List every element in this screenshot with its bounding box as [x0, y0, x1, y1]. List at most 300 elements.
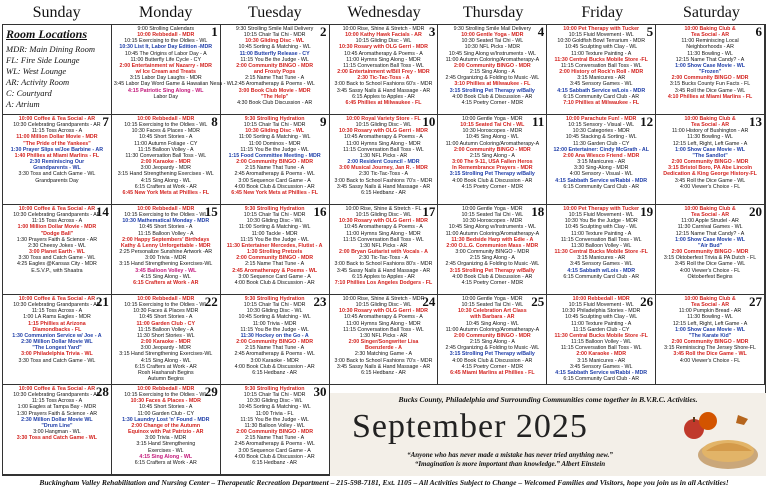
apple-pie-icon [680, 407, 760, 473]
activity-line: Equinox with Pat Patrizio - AR [128, 429, 204, 436]
activity-line: 3:45 Sassy Nails & Hand Massage - AR [336, 183, 431, 190]
activity-line: 3:15 Strolling Pet Therapy w/Bally [449, 171, 535, 178]
activity-line: 11:00 Trivia - MDR [252, 320, 297, 327]
day-cell [221, 205, 330, 295]
activity-line: 4:15 Patriotic Sing Along - WL [128, 87, 204, 94]
activity-line: 1:00 Show Case Movie - WL [675, 326, 745, 333]
activity-line: 1:30 Strolling Pretzels [246, 249, 303, 256]
weekday-saturday: Saturday [682, 4, 740, 21]
activity-line: 4:15 Poetry Corner - MDR [461, 279, 524, 286]
activity-line: 10:15 Gliding Disc - WL [355, 38, 412, 45]
activity-line: 10:30 Gliding Disc - WL [246, 308, 303, 315]
activity-line: 3:15 Manicures - AR [577, 357, 626, 364]
quote-line-1: “Anyone who has never made a mistake has never tried anything new.” [407, 451, 613, 459]
activity-line: 4:15 Sing Along - WL [139, 453, 193, 460]
day-number: 2 [320, 24, 327, 39]
activity-line: Rosh Hashanah Begins [137, 369, 194, 376]
activity-line: 3:00 Book Club Movie - MDR [238, 87, 311, 94]
activity-line: 2:00 Community BINGO - MDR [236, 255, 314, 262]
activity-line: 10:45 Aromatherapy & Poems - A [344, 224, 423, 231]
activity-line: 11:15 Conversation Ball Toss - WL [560, 62, 642, 69]
activity-line: 6:15 Hedbanz - AR [252, 459, 297, 466]
activity-line: 10:30 NFL Picks - MDR [464, 44, 521, 51]
activity-line: 2:15 Name That Tune - A [245, 75, 305, 82]
activity-line: 6:15 Hedbanz - AR [361, 369, 406, 376]
activity-line: 4:15 Poetry Corner - MDR [461, 99, 524, 106]
activity-line: 2:15 Name That Tune - A [245, 165, 305, 172]
activity-line: 1:40 Phillies at Miami Marlins - FL [14, 152, 100, 159]
activity-line: 3:00 The 9-11, USA Fallen Heros [452, 159, 533, 166]
activity-line: "The Sandlot" [692, 152, 728, 159]
activity-line: 3:00 Jeopardy - MDR [140, 345, 191, 352]
activity-line: 3:00 Musical Journey, Jan R. - MDR [339, 165, 428, 172]
activity-line: 11:00 Hymns Sing Along - MDR [346, 56, 421, 63]
activity-line: "The Longest Yard" [32, 345, 82, 352]
activity-line: 10:15 Exercising to the Oldies - WL [124, 392, 208, 399]
activity-line: 2:00 O.L.G. Communion Mass - MDR [446, 242, 539, 249]
activity-line: 10:30 Rosary with OLG Gerri - MDR [339, 44, 428, 51]
activity-line: 10:00 Baking Club & [684, 26, 736, 32]
weekday-tuesday: Tuesday [248, 4, 302, 21]
activity-line: 3:45 Roll the Dice Game - WL [673, 351, 747, 358]
activity-line: 2:15 Sing Along - A [469, 69, 515, 76]
activity-line: 10:15 Seated Tai Chi - WL [461, 302, 524, 309]
activity-line: 10:15 Gliding Disc - WL [355, 302, 412, 309]
activity-line: 10:00 Baking Club & [684, 296, 736, 302]
activity-line: 10:00 Rebbedall - MDR [137, 386, 195, 392]
activity-line: 11:15 Balloon Volley - A [137, 146, 194, 153]
activity-line: 2:00 Bryan Guitarist with Vocals - A [339, 249, 428, 256]
activity-line: 11:00 Reminiscing Local [681, 38, 739, 45]
activity-line: 11:00 Dominos - MDR [248, 140, 301, 147]
activity-line: 10:45 Short Stories - A [139, 224, 193, 231]
activity-line: w/ Ice Cream and Treats [135, 69, 196, 76]
activity-line: 11:00 Sorting & Matching - WL [238, 134, 311, 141]
activity-line: 2:45 Aromatherapy & Poems - WL [234, 441, 315, 448]
activity-line: 2:15 Sing Along - A [469, 255, 515, 262]
day-number: 11 [531, 114, 545, 129]
activity-line: 4:30 Book Club Discussion - AR [237, 99, 313, 106]
activity-line: 6:15 Crafters at Work - AR [134, 459, 197, 466]
activity-line: 1:15 Food Committee Meeting - MDR [228, 152, 321, 159]
activity-line: 11:00 Texture Painting - A [571, 320, 632, 327]
activity-line: 3:30 Toss and Catch Game - WL [16, 435, 98, 442]
activity-line: 10:15 Chair Tai Chi - MDR [243, 32, 306, 39]
activity-line: 11:00 Autumn Coloring/Aromatherapy-A [445, 326, 540, 333]
day-cell [3, 385, 112, 475]
day-number: 4 [537, 24, 545, 39]
activity-line: 2:30 Tic-Tac-Toss - A [358, 255, 409, 262]
day-number: 24 [422, 294, 436, 309]
activity-line: 1:30 Laundry Lost 'n' Found - MDR [122, 416, 210, 423]
day-cell [221, 115, 330, 205]
activity-line: 10:15 Exercising to the Oldies - WL [124, 212, 208, 219]
activity-line: 2:00 Resident Council - MDR [347, 159, 420, 166]
activity-line: 2:15 Sing Along - A [469, 152, 515, 159]
activity-line: 11:00 Tackle - MDR [251, 230, 298, 237]
activity-line: 1:00 Million Dollar Movie - MDR [17, 224, 97, 231]
day-cell [221, 25, 330, 115]
activity-line: 4:15 Sabbath Service w/Lois - MDR [557, 87, 646, 94]
activity-line: 3:15 Manicures - AR [577, 255, 626, 262]
activity-line: 12:15 Name That Candy? - A [675, 56, 745, 63]
activity-line: 11:15 Toss Across - A [31, 128, 83, 135]
day-number: 23 [313, 294, 327, 309]
banner-tagline: Bucks County, Philadelphia and Surrounding Communities come together in B.V.R.C. Activities. [398, 395, 698, 404]
activity-line: 11:15 Balloon Volley - A [137, 326, 194, 333]
activity-line: 10:00 Coffee & Tea Social - AR [18, 206, 96, 212]
activity-line: 10:15 Chair Tai Chi - MDR [243, 392, 306, 399]
activity-line: 6:45 New York Mets at Phillies - FL [231, 189, 318, 196]
activity-line: 4:25 Eagles @Kansas City - MDR [16, 261, 97, 268]
activity-line: 2:45 Organizing & Folding to Music -WL [445, 345, 540, 352]
quote-line-2: “Imagination is more important than knowledge.” Albert Einstein [414, 460, 606, 468]
activity-line: 10:45 Aromatherapy & Poems - A [344, 134, 423, 141]
month-banner [330, 393, 766, 476]
day-cell [656, 115, 765, 205]
activity-line: 10:45 Sculpting with Clay - WL [565, 314, 638, 321]
activity-line: 2:30 Matching Game - A [354, 351, 413, 358]
activity-line: 10:00 Rebbedall - MDR [137, 116, 195, 122]
activity-line: 3:00 Community BINGO - MDR [455, 249, 530, 256]
activity-line: 3:15 Manicures - AR [577, 159, 626, 166]
activity-line: 3:30 Toss and Catch Game - WL [18, 357, 96, 364]
activity-line: 10:30 Goldfish Bowl Terrarium - MDR [557, 38, 646, 45]
activity-line: 10:15 Exercising to the Oldies - WL [124, 302, 208, 309]
activity-line: 10:45 Sculpting with Clay - WL [565, 224, 638, 231]
activity-line: 10:30 Gliding Disc - WL [245, 128, 305, 135]
activity-line: 1:30 Prayers Faith & Science - AR [16, 410, 98, 417]
day-number: 3 [428, 24, 436, 39]
activity-line: Boenzlerde - A [365, 345, 402, 352]
day-number: 26 [640, 294, 654, 309]
activity-line: 1:00 LA Rams Eagles - MDR [23, 314, 91, 321]
activity-line: 2:00 Community BINGO - MDR [453, 62, 531, 69]
activity-line: 3:00 Trivia - MDR [145, 435, 187, 442]
activity-line: 1:30 NFL Picks - AR [359, 152, 408, 159]
activity-line: 2:00 Change of the Autumn [131, 422, 201, 429]
activity-line: 10:15 Chair Tai Chi - MDR [243, 122, 306, 129]
activity-line: 11:00 Autumn Coloring/Aromatherapy-A [445, 140, 540, 147]
activity-line: 1:30 NFL Picks - AR [359, 242, 408, 249]
activity-line: 11:30 Garden Club - CY [572, 140, 630, 147]
activity-line: 10:00 Rebbedall - MDR [572, 296, 630, 302]
activity-line: 2:30 Tic-Tac-Toss - A [357, 75, 410, 82]
activity-line: 2:00 Entertainment w/Bill Frey - MDR [337, 69, 430, 76]
activity-line: 10:30 Rosary with OLG Gerri - MDR [339, 218, 428, 225]
activity-line: 11:15 Conversation Ball Toss - WL [343, 236, 424, 243]
day-number: 6 [755, 24, 762, 39]
activity-line: 4:00 Viewer's Choice - FL [679, 183, 741, 190]
day-number: 30 [313, 384, 327, 399]
activity-line: Neighborhoods - AR [686, 44, 734, 51]
activity-line: 10:15 Exercising to the Oldies - WL [124, 122, 208, 129]
activity-line: 10:30 Horoscopes - MDR [462, 218, 523, 225]
day-cell [656, 205, 765, 295]
activity-line: 2:30 Reminiscing Our [29, 159, 85, 166]
activity-line: 3:00 Philadelphia Trivia - WL [21, 351, 93, 358]
activity-line: 10:30 Faces & Places - MDR [131, 128, 200, 135]
day-number: 18 [531, 204, 545, 219]
activity-line: 10:30 Rosary with OLG Gerri - MDR [339, 128, 428, 135]
activity-line: 2:15 Sing Along - A [469, 339, 515, 346]
activity-line: 11:15 Toss Across - A [31, 308, 83, 315]
activity-line: 11:30 Conversation Ball Toss - WL [125, 152, 207, 159]
activity-line: "Frozen" [698, 69, 722, 76]
activity-line: 10:00 Coffee & Tea Social - AR [18, 116, 96, 122]
activity-line: 11:00 Pumpkin Bread - AR [678, 308, 742, 315]
activity-line: 11:00 Autumn Foliage - CY [134, 140, 198, 147]
activity-line: 10:00 Rebbedall - MDR [137, 296, 195, 302]
activity-line: 3:10 Phillies at Milwaukee - FL [454, 81, 531, 88]
day-cell [656, 295, 765, 385]
day-number: 13 [748, 114, 762, 129]
activity-line: 3:45 Roll the Dice Game - WL [674, 261, 746, 268]
activity-line: 2:00 Community BINGO - MDR [236, 62, 314, 69]
activity-line: 10:00 Coffee & Tea Social - AR [18, 296, 96, 302]
activity-line: Grandparents - WL [33, 165, 81, 172]
activity-line: 3:15 Oktoberfest Trivia & PA Dutch - FL [663, 255, 757, 262]
activity-line: 11:00 Million Dollar Movie - MDR [16, 134, 98, 141]
activity-line: "The Pride of the Yankees" [23, 140, 91, 147]
activity-line: 11:30 Bowling - WL [687, 314, 733, 321]
activity-line: Grandparents Day [35, 177, 79, 184]
day-cell [330, 295, 439, 385]
activity-line: 10:45 Sing Along - WL [465, 320, 519, 327]
activity-line: 6:45 Phillies at Milwaukee - FL [345, 99, 422, 106]
activity-line: "Drum Line" [41, 422, 73, 429]
day-number: 5 [646, 24, 654, 39]
day-number: 1 [211, 24, 218, 39]
weekday-monday: Monday [139, 4, 193, 21]
activity-line: 10:00 Rise, Shine & Stretch - MDR [342, 26, 425, 32]
activity-line: 2:00 Community BINGO - MDR [671, 339, 749, 346]
activity-line: 10:45 The Origins of Labor Day - A [124, 50, 207, 57]
day-number: 19 [640, 204, 654, 219]
activity-line: 1:30 Prayers Faith & Science - AR [16, 236, 98, 243]
activity-line: 11:15 Conversation Ball Toss - WL [343, 146, 424, 153]
activity-line: 9:30 Strolling Smile Mail Delivery [453, 26, 532, 32]
activity-line: 3:45 Sensory Games - WL [569, 363, 633, 370]
activity-line: 10:45 Sing Along w/Instruments - WL [448, 224, 536, 231]
activity-line: 3:00 Planet Earth - WL [28, 249, 85, 256]
room-location-item: A: Atrium [6, 99, 40, 109]
room-locations [3, 25, 112, 117]
activity-line: 3:00 Sequence Card Game - A [238, 447, 311, 454]
activity-line: 2:45 Aromatherapy & Poems - WL [234, 171, 315, 178]
activity-line: 3:30 Toss and Catch Game - WL [18, 255, 96, 262]
activity-line: 10:30 Seated Tai Chi - WL [461, 38, 524, 45]
activity-line: 3:00 Back to School Fashions 70's - MDR [334, 357, 433, 364]
activity-line: 11:00 Butterfly Release - CY [239, 50, 310, 57]
activity-line: 11:30 Central Bucks Mobile Store -FL [554, 249, 648, 256]
activity-line: 10:30 Philadelphia Stories - MDR [562, 308, 641, 315]
activity-line: 11:15 Toss Across - A [31, 218, 83, 225]
activity-line: 11:15 Conversation Ball Toss - WL [560, 236, 642, 243]
activity-line: 3:45 Sassy Nails & Hand Massage - AR [336, 363, 431, 370]
room-location-item: WL: West Lounge [6, 66, 67, 76]
calendar-grid [2, 24, 766, 476]
activity-line: Diamondbacks - FL [32, 326, 82, 333]
activity-line: 10:45 Sorting & Matching - WL [238, 314, 311, 321]
day-number: 16 [313, 204, 327, 219]
activity-line: 4:00 Book Club & Discussion - AR [234, 183, 315, 190]
activity-line: 3:45 Balloon Volley - WL [135, 267, 197, 274]
activity-line: 11:15 You Be the Judge - WL [240, 326, 309, 333]
activity-line: 10:15 Fluid Movement - WL [568, 212, 634, 219]
activity-line: 10:45 Sculpting with Clay - WL [565, 44, 638, 51]
activity-line: 4:15 Poetry Corner - MDR [461, 183, 524, 190]
activity-line: 4:00 Book Club & Discussion - AR [452, 177, 533, 184]
activity-line: 3:15 Strolling Pet Therapy w/Bally [449, 87, 535, 94]
activity-line: 1:00 Show Case Movie - WL [675, 62, 745, 69]
day-cell [330, 115, 439, 205]
activity-line: 11:15 You Be the Judge - WL [240, 146, 309, 153]
activity-line: 1:30 Prayer Slips w/Joe Barbine - AR [10, 146, 104, 153]
day-number: 21 [95, 294, 109, 309]
activity-line: 11:15 Balloon Volley - WL [571, 339, 632, 346]
activity-line: 11:00 Texture Painting - A [571, 230, 632, 237]
activity-line: 4:15 Sabbath Service w/Rabbi - MDR [555, 177, 648, 184]
activity-line: 10:00 Baking Club & [684, 206, 736, 212]
activity-line: 3:45 Sensory Games - WL [569, 261, 633, 268]
activity-line: 3:00 Back to School Fashions 60's - MDR [334, 81, 433, 88]
room-location-item: C: Courtyard [6, 88, 52, 98]
activity-line: 3:15 Hand Strengthening Exercises-WL [119, 351, 213, 358]
activity-line: 10:30 Mathematical Monday - MDR [122, 218, 210, 225]
weekday-thursday: Thursday [462, 4, 524, 21]
day-cell [438, 25, 547, 115]
activity-line: In Remembrance Prayers - MDR [452, 165, 533, 172]
activity-line: 11:00 Sorting & Matching - WL [238, 224, 311, 231]
activity-line: 11:00 Trivia - FL [255, 410, 294, 417]
activity-line: 10:45 Stacking & Sorting - WL [565, 134, 637, 141]
activity-line: 3:15 Labor Day Laughs - MDR [129, 75, 202, 82]
activity-line: 10:30 Celebrating Grandparents - AR [13, 122, 101, 129]
activity-line: 9:00 Strolling Calendars [137, 26, 195, 32]
activity-line: Kathy & Lenny Unforgettable - MDR [120, 242, 211, 249]
activity-line: 4:00 Book Club & Discussion - AR [452, 93, 533, 100]
activity-line: 10:15 Seated Tai Chi - WL [460, 122, 525, 129]
activity-line: 10:00 Baking Club & [684, 116, 736, 122]
activity-line: 6:15 Hedbanz - AR [361, 189, 406, 196]
activity-line: 3:00 Sequence Card Game - A [238, 273, 311, 280]
activity-line: 11:30 Bowling - WL [687, 134, 733, 141]
calendar [2, 2, 766, 476]
activity-line: 6:15 Community Card Club - AR [563, 273, 640, 280]
activity-line: 12:15 Left, Right, Left Game - A [672, 140, 748, 147]
activity-line: 10:45 Sorting & Matching - WL [238, 44, 311, 51]
activity-line: and Frosty Pops [253, 69, 296, 76]
activity-line: 11:15 Garden Club - CY [572, 326, 630, 333]
weekday-sunday: Sunday [32, 4, 81, 21]
activity-line: 10:30 Faces & Places MDR [133, 308, 199, 315]
activity-line: 10:45 Sing Along - WL [465, 134, 519, 141]
activity-line: 2:45 Aromatherapy & Poems - WL [234, 351, 315, 358]
activity-line: "The Help" [260, 93, 289, 100]
activity-line: 3:45 Roll the Dice Game - WL [674, 177, 746, 184]
activity-line: 12:00 Entertainer: Cindy McGrath - AL [553, 146, 649, 153]
activity-line: 10:30 List It, Labor Day Edition -MDR [119, 44, 213, 51]
activity-line: 10:30 Faces & Places - MDR [130, 398, 201, 405]
weekday-header [2, 2, 766, 24]
activity-line: 11:30 Carnival Games - WL [677, 224, 743, 231]
activity-line: 6:15 Crafters at Work - AR [133, 279, 199, 286]
activity-line: 3:00 Back to School Fashions 70's - MDR [334, 177, 433, 184]
activity-line: 11:15 Toss Across - A [31, 398, 83, 405]
activity-line: 1:00 Show Case Movie - WL [675, 236, 745, 243]
activity-line: 3:15 Bucks County Fun Facts - FL [669, 81, 751, 88]
activity-line: 2:30 Tic-Tac-Toss - A [358, 171, 409, 178]
day-number: 12 [640, 114, 654, 129]
activity-line: 2:00 Community BINGO - MDR [236, 429, 314, 436]
activity-line: 2:30 Million Dollar Movie WL [21, 339, 93, 346]
activity-line: 2:45 Organizing & Folding to Music -WL [445, 75, 540, 82]
activity-line: 11:00 Hymns Sing Along - MDR [346, 320, 421, 327]
activity-line: 2:00 Community BINGO - MDR [671, 159, 749, 166]
activity-line: 2:00 Karaoke - MDR [140, 339, 191, 346]
quote [340, 451, 680, 469]
activity-line: 2:00 Karaoke - MDR [140, 159, 191, 166]
activity-line: 2:15 Name That Tune - A [245, 435, 305, 442]
activity-line: 6:15 Crafters at Work - AR [134, 183, 197, 190]
day-cell [112, 24, 235, 115]
day-cell [3, 205, 112, 295]
activity-line: 12:15 Left, Right, Left Game - A [672, 320, 748, 327]
activity-line: 10:15 Exercising to the Oldies - WL [124, 38, 208, 45]
activity-line: 2:00 Community BINGO - MDR [453, 146, 531, 153]
day-cell [547, 25, 656, 115]
activity-line: 4:15 Sabbath w/Lois - MDR [567, 267, 636, 274]
activity-line: 3:15 Strolling Pet Therapy w/Bally [449, 267, 535, 274]
room-location-item: AR: Activity Room [6, 77, 70, 87]
activity-line: Autumn Begins [147, 376, 184, 383]
activity-line: 11:00 Autumn Coloring/Aromatherapy-A [445, 230, 540, 237]
day-number: 14 [95, 204, 109, 219]
day-cell [112, 205, 221, 295]
activity-line: 11:00 Garden Club - CY [136, 320, 196, 327]
activity-line: 2:45 Organizing & Folding to Music -WL [445, 261, 540, 268]
activity-line: 10:30 Celebrating Grandparents - AR [13, 302, 101, 309]
activity-line: 11:30 Bedside Harp with Edie - A [451, 236, 534, 243]
activity-line: 3:30 Toss and Catch Game - WL [18, 171, 96, 178]
activity-line: 10:30 Celebrating Grandparents - AR [13, 212, 101, 219]
day-cell [656, 25, 765, 115]
activity-line: 3:00 Trivia - MDR [145, 255, 187, 262]
activity-line: 2:15 Name That Tune - A [245, 345, 305, 352]
day-cell [3, 295, 112, 385]
activity-line: 10:00 Gentle Yoga - MDR [461, 32, 524, 39]
activity-line: "The Karate Kid" [688, 332, 732, 339]
activity-line: 10:15 Chair Tai Chi - MDR [243, 302, 306, 309]
activity-line: 2:25 Personalize Sunshine Artwork -AR [119, 249, 213, 256]
activity-line: with Barbara - AR [470, 314, 515, 321]
activity-line: 6:15 Crafters at Work - AR [134, 363, 197, 370]
day-cell [330, 205, 439, 295]
activity-line: 11:30 Central Bucks Mobile Store -FL [554, 332, 648, 339]
activity-line: 11:00 Apple Strudel - AR [681, 218, 739, 225]
day-number: 15 [204, 204, 218, 219]
activity-line: 3:15 Bristol Boro, PA Abe Lincoln [668, 165, 753, 172]
activity-line: 10:00 Rise, Shine & Stretch - FL [345, 206, 422, 212]
activity-line: 11:15 You Be the Judge - WL [240, 56, 309, 63]
activity-line: 10:30 Categories - MDR [572, 128, 630, 135]
activity-line: 10:15 Seated Tai Chi - WL [461, 212, 524, 219]
day-number: 25 [531, 294, 545, 309]
activity-line: 10:00 Parachute Fun! - MDR [566, 116, 637, 122]
activity-line: 10:00 Coffee & Tea Social - AR [18, 386, 96, 392]
activity-line: 9:30 Strolling Hydration [244, 386, 305, 392]
